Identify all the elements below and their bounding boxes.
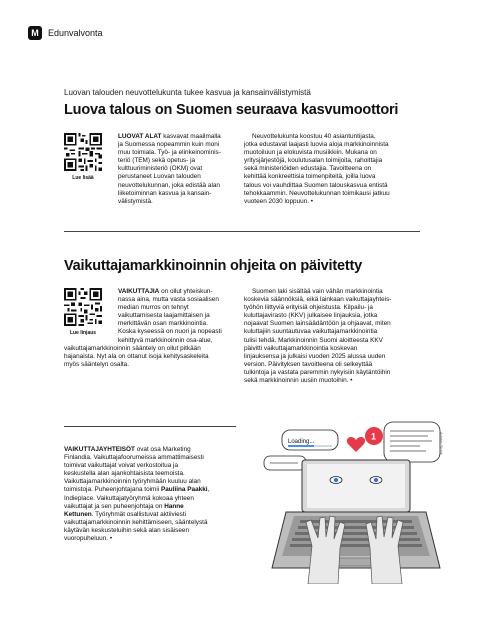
- qr-caption-2: Lue linjaus: [69, 330, 97, 336]
- article1-column2: [244, 133, 419, 206]
- laptop: [272, 460, 440, 568]
- text-segment: vaikuttajat ja sen puheenjohtaja on: [64, 502, 165, 510]
- text-line: vaikuttajamarkkinoinnin sääntely on ollut pitkään: [64, 344, 201, 352]
- speech-bubble-left: [282, 430, 338, 450]
- text-line: ja Suomessa nopeammin kuin moni: [118, 141, 220, 149]
- photo-credit: Adobe Stock: [439, 432, 444, 455]
- text-line: [64, 527, 240, 535]
- text-line: merkittävän osan markkinointia.: [118, 320, 208, 328]
- text-line: version. Päivityksen tavoitteena oli selkeyttää: [244, 360, 373, 368]
- text-line: työhön liittyviä erityisiä ohjeistusta. Kilpailu- ja: [244, 304, 373, 312]
- text-line: hajanaista. Nyt ala on ottanut isoja kehitysaskeleita: [64, 352, 209, 360]
- text-segment: käytävän keskusteluihin sekä alan sisäiseen: [64, 526, 190, 534]
- text-segment: vaikuttajamarkkinoinnin kehittämiseen, sääntelystä: [64, 518, 208, 526]
- text-line: [64, 446, 240, 454]
- text-line: myös sääntelyn osalta.: [64, 360, 130, 368]
- text-line: liiketoiminnan kasvua ja kansain-: [118, 189, 212, 197]
- qr-code-1[interactable]: [64, 133, 102, 171]
- sidebox-divider: [64, 426, 236, 427]
- text-segment: Finlandia. Vaikuttajafoorumeissa ammattimaisesti: [64, 454, 204, 462]
- article1-lead: LUOVAT ALAT: [118, 133, 162, 140]
- article2-title: Vaikuttajamarkkinoinnin ohjeita on päivitetty: [64, 258, 362, 274]
- text-segment: Vaikuttajamarkkinoinnin työryhmään kuuluu alan: [64, 478, 201, 486]
- text-line: Suomen laki sisältää vain vähän markkinointia: [252, 288, 383, 295]
- article1-kicker: Luovan talouden neuvottelukunta tukee kasvua ja kansainvälistymistä: [64, 88, 311, 97]
- text-line: sekä ministeriöiden edustajia. Tavoitteena on: [244, 165, 372, 173]
- text-line: [64, 535, 240, 543]
- person-name: Pauliina Paakki: [160, 486, 208, 494]
- qr-code-icon: [64, 133, 102, 171]
- text-line: [64, 470, 240, 478]
- text-line: kasvavat maailmalla: [163, 133, 221, 140]
- text-line: teriö (TEM) sekä opetus- ja: [118, 157, 196, 165]
- text-line: [64, 519, 240, 527]
- text-segment: toimistoja. Puheenjohtajana toimii: [64, 486, 161, 494]
- text-line: on ollut yhteiskun-: [161, 288, 213, 295]
- text-line: vaikuttamisesta laajamittaisen ja: [118, 312, 210, 320]
- text-segment: vuoropuheluun. •: [64, 535, 113, 543]
- article2-column2: [244, 288, 420, 385]
- article1-title: Luova talous on Suomen seuraava kasvumoottori: [64, 102, 399, 118]
- laptop-illustration: [262, 418, 448, 584]
- text-line: tulisi tehdä. Markkinoinnin Suomi aloitteesta KKV: [244, 336, 383, 344]
- text-line: nojaavat Suomen lainsäädäntöön ja ohjaavat, miten: [244, 320, 391, 328]
- text-line: jotka edustavat laajasti luovia aloja markkinoinnista: [244, 141, 389, 149]
- text-line: [64, 511, 240, 519]
- person-name: Hanne: [164, 502, 184, 510]
- text-line: [64, 503, 240, 511]
- text-segment: ,: [207, 486, 210, 494]
- text-line: yritysjärjestöjä, koulutusalan toimijoita, rahoittajia: [244, 157, 383, 165]
- text-line: muotoiluun ja elokuvista musiikkiin. Mukana on: [244, 149, 377, 157]
- text-line: [64, 462, 240, 470]
- text-line: sekä markkinoinnin uusiin muotoihin. •: [244, 377, 353, 385]
- text-line: vuoteen 2030 loppuun. •: [244, 197, 314, 205]
- text-segment: keskustella alan ajankohtaisista teemoista.: [64, 470, 185, 478]
- text-line: [64, 486, 240, 494]
- person-name: Kettunen: [64, 510, 92, 518]
- text-line: kuluttajavirasto (KKV) julkaisee linjauksia, jotka: [244, 312, 378, 320]
- text-segment: . Työryhmät osallistuvat aktiiviesti: [91, 510, 187, 518]
- text-line: tulkintoja ja vastata paremmin nykyisiin käytäntöihin: [244, 368, 391, 376]
- text-line: päivitti vaikuttajamarkkinointia koskevan: [244, 344, 358, 352]
- qr-caption-1: Lue lisää: [72, 175, 94, 181]
- text-line: Koska kyseessä on nuori ja nopeasti: [118, 328, 222, 336]
- brand-header: [28, 26, 103, 40]
- text-line: [64, 495, 240, 503]
- text-line: talous voi vauhdittaa Suomen talouskasvua entistä: [244, 181, 388, 189]
- text-line: [64, 454, 240, 462]
- text-line: kehittyvä markkinoinnin osa-alue,: [118, 336, 213, 344]
- text-line: koskevia säännöksiä, eikä lainkaan vaikuttajayhteis-: [244, 296, 392, 304]
- speech-bubble-right: [384, 422, 440, 462]
- text-line: neuvottelukunnan, joka edistää alan: [118, 181, 220, 189]
- heart-notification-icon: [347, 427, 383, 452]
- text-line: muu toimiala. Työ- ja elinkeinominis-: [118, 149, 221, 157]
- sidebox-text: [64, 446, 240, 543]
- text-line: välistymistä.: [118, 197, 153, 205]
- text-segment: ovat osa Marketing: [136, 446, 191, 453]
- text-line: Neuvottelukunta koostuu 40 asiantuntijasta,: [252, 133, 376, 140]
- article2-lead: VAIKUTTAJIA: [118, 288, 160, 295]
- article1-column1: [118, 133, 230, 206]
- text-line: kulttuuriministeriö (OKM) ovat: [118, 165, 203, 173]
- sidebox-lead: VAIKUTTAJAYHTEISÖT: [64, 446, 135, 453]
- text-line: kuluttajiin suuntautuvaa vaikuttajamarkkinointia: [244, 328, 378, 336]
- text-line: perustaneet Luovan talouden: [118, 173, 201, 181]
- text-segment: Indieplace. Vaikuttajatyöryhmä kokoaa yhteen: [64, 494, 194, 502]
- article2-column1: [64, 288, 236, 369]
- brand-logo: M: [28, 26, 42, 40]
- section-divider: [64, 231, 420, 232]
- text-line: linjauksensa ja julkaisi vuoden 2025 alussa uuden: [244, 352, 386, 360]
- notification-count: 1: [371, 431, 377, 442]
- text-segment: toimivat vaikuttajat voivat verkostoitua ja: [64, 462, 179, 470]
- text-line: kehittää konkreettisia toimenpiteitä, joilla luova: [244, 173, 376, 181]
- text-line: tehokkaammin. Neuvottelukunnan toimikausi jatkuu: [244, 189, 390, 197]
- text-line: nassa aina, mutta vasta sosiaalisen: [118, 296, 219, 304]
- loading-text: Loading...: [288, 439, 315, 445]
- text-line: median murros on tehnyt: [118, 304, 189, 312]
- brand-name: Edunvalvonta: [48, 28, 103, 38]
- text-line: [64, 478, 240, 486]
